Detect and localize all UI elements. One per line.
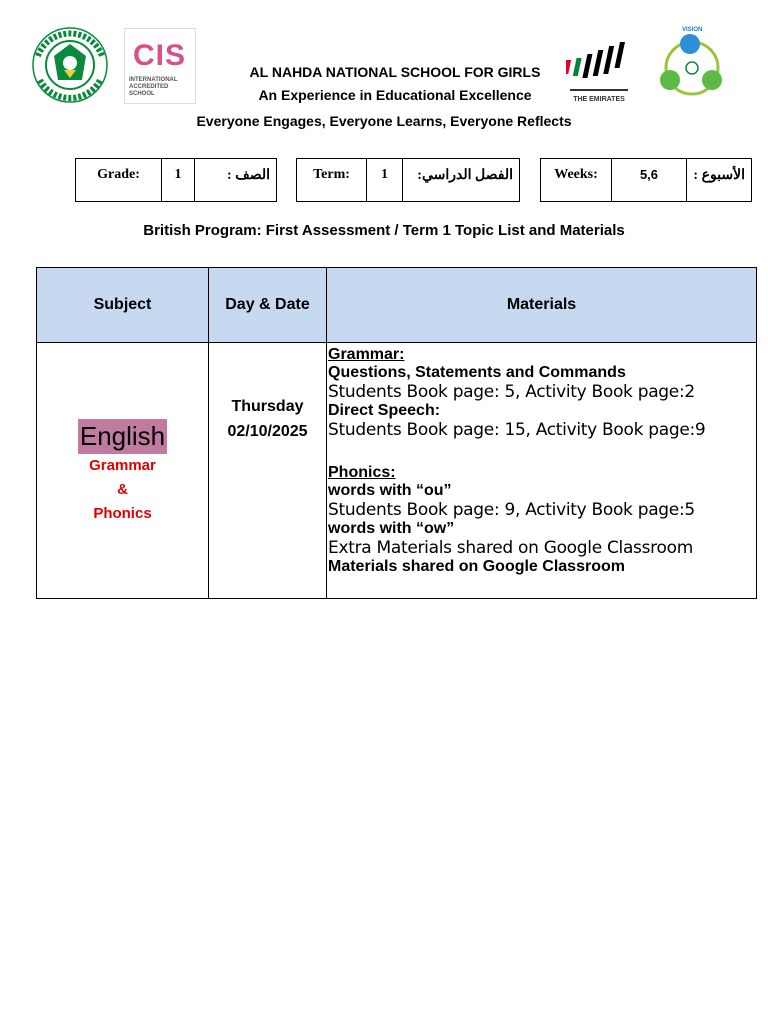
term-value: 1	[367, 159, 403, 201]
direct-speech-pages: Students Book page: 15, Activity Book page:9	[328, 420, 706, 440]
weeks-box	[540, 158, 752, 202]
term-box	[296, 158, 520, 202]
school-motto: Everyone Engages, Everyone Learns, Everyone Reflects	[196, 113, 572, 129]
grade-label-ar: الصف :	[227, 168, 270, 183]
cis-logo: CIS INTERNATIONAL ACCREDITED SCHOOL	[124, 28, 196, 104]
weeks-label-ar: الأسبوع :	[693, 168, 745, 183]
term-label-ar: الفصل الدراسي:	[417, 168, 513, 183]
grammar-pages: Students Book page: 5, Activity Book page:2	[328, 382, 695, 402]
day-label: Thursday	[231, 398, 304, 415]
grade-label: Grade:	[76, 159, 162, 201]
school-name: AL NAHDA NATIONAL SCHOOL FOR GIRLS	[249, 64, 541, 80]
vision-label: VISION	[682, 27, 703, 33]
emirates-label: THE EMIRATES	[573, 96, 625, 103]
subject-ampersand: &	[117, 481, 128, 498]
header-materials: Materials	[327, 268, 757, 343]
weeks-value: 5,6	[612, 159, 687, 201]
term-label: Term:	[297, 159, 367, 201]
school-tagline: An Experience in Educational Excellence	[258, 87, 532, 103]
direct-speech-heading: Direct Speech:	[328, 402, 441, 419]
ow-topic: words with “ow”	[328, 520, 455, 537]
grammar-topic: Questions, Statements and Commands	[328, 364, 626, 381]
grade-value: 1	[162, 159, 195, 201]
phonics-heading: Phonics:	[328, 464, 396, 481]
grammar-heading: Grammar:	[328, 346, 405, 363]
topic-table	[36, 267, 757, 599]
date-cell	[209, 343, 327, 599]
ou-pages: Students Book page: 9, Activity Book page:5	[328, 500, 695, 520]
date-label: 02/10/2025	[227, 423, 308, 440]
subject-phonics: Phonics	[93, 505, 152, 522]
table-row	[37, 343, 757, 599]
header-subject: Subject	[37, 268, 209, 343]
subject-cell	[37, 343, 209, 599]
extra-materials: Extra Materials shared on Google Classroom	[328, 538, 693, 558]
grade-box	[75, 158, 277, 202]
weeks-label: Weeks:	[541, 159, 612, 201]
materials-cell	[327, 343, 757, 599]
page-subtitle: British Program: First Assessment / Term 1 Topic List and Materials	[143, 222, 625, 239]
subject-english: English	[78, 419, 167, 454]
subject-grammar: Grammar	[89, 457, 156, 474]
school-logo	[30, 26, 110, 104]
shared-materials: Materials shared on Google Classroom	[328, 558, 625, 575]
header-date: Day & Date	[209, 268, 327, 343]
vision-logo	[652, 24, 732, 104]
table-header-row	[37, 268, 757, 343]
ou-topic: words with “ou”	[328, 482, 452, 499]
